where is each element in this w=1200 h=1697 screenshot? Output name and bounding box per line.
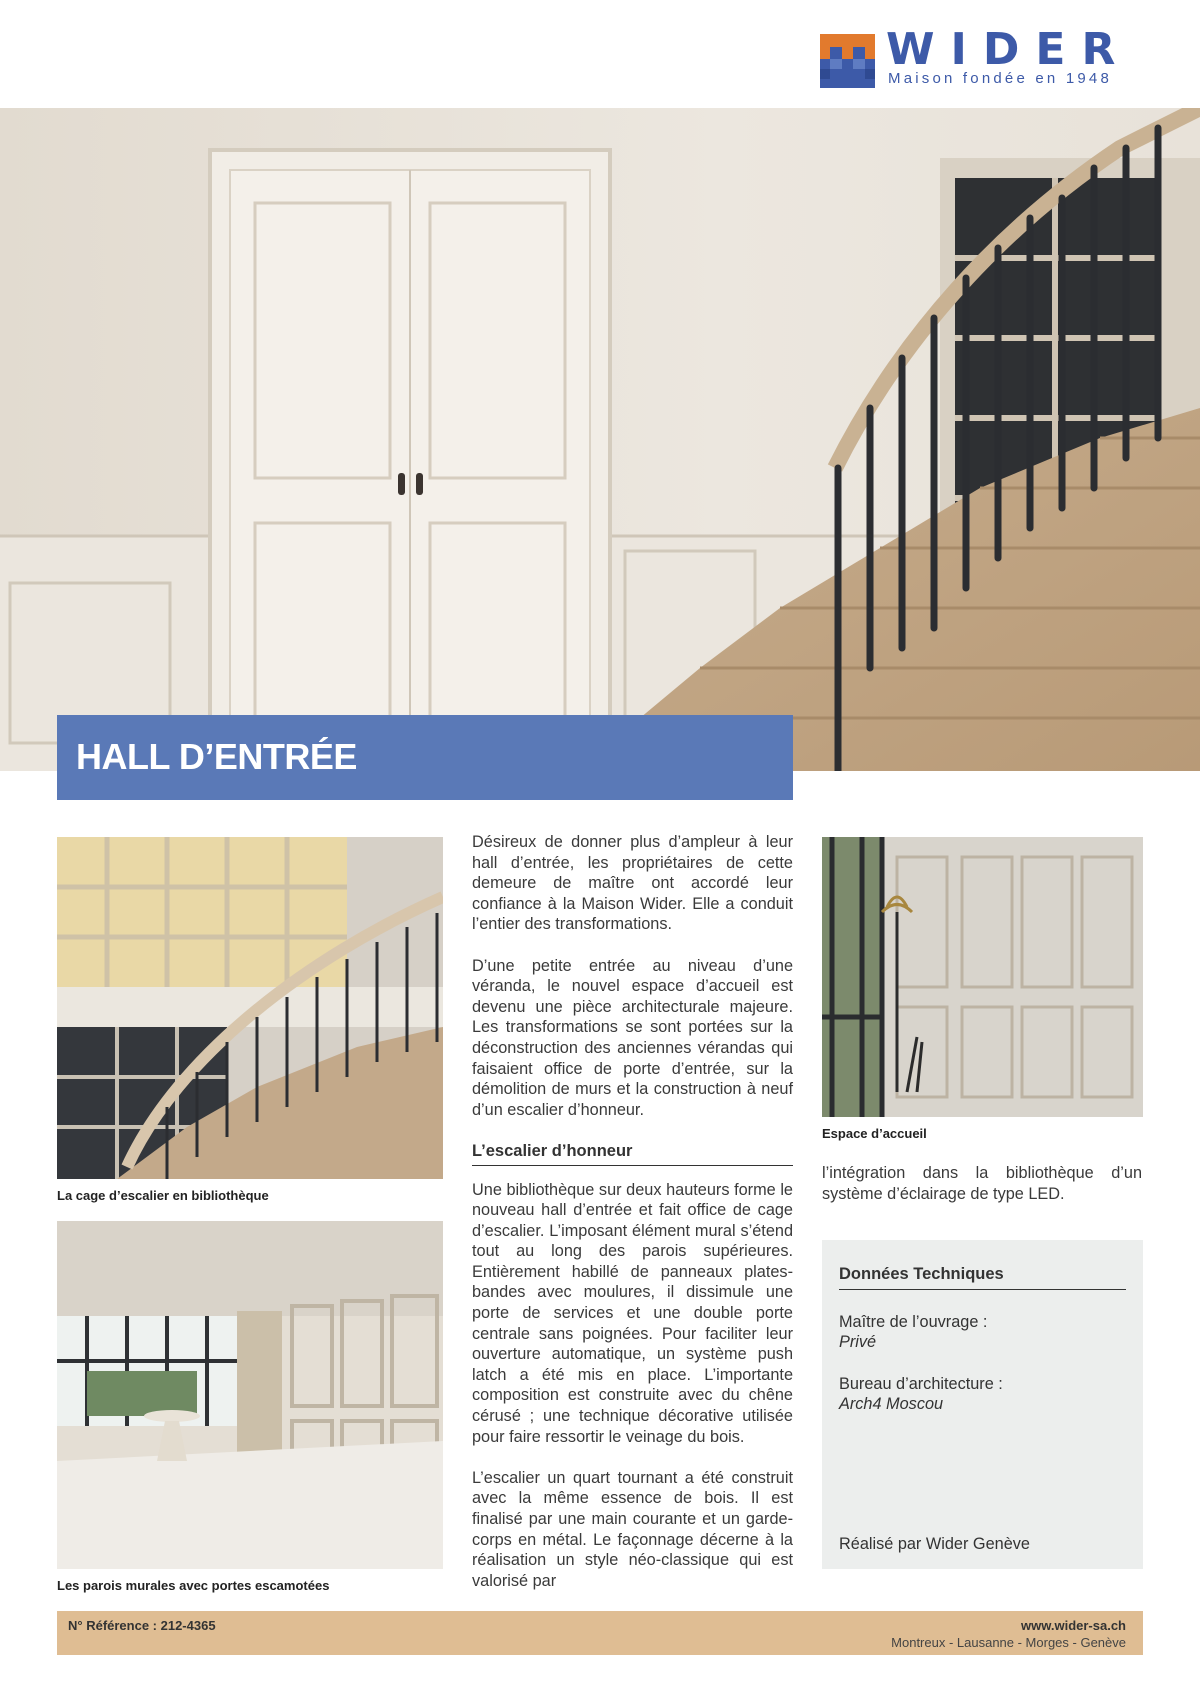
paragraph-transformations: D’une petite entrée au niveau d’une véranda, le nouvel espace d’accueil est devenu une pièce architecturale majeure. Les transformations se sont portées sur la déconstruction des anciennes vérandas qui faisaient office de porte d’entrée, sur la démolition de murs et la construction à neuf d’un escalier d’honneur. (472, 956, 793, 1119)
website-link[interactable]: www.wider-sa.ch (1021, 1618, 1126, 1633)
footer-bar (57, 1611, 1143, 1655)
technical-data-title: Données Techniques (839, 1264, 1126, 1290)
owner-value: Privé (839, 1333, 877, 1352)
photo-wall-panels (57, 1221, 443, 1569)
office-cities: Montreux - Lausanne - Morges - Genève (891, 1635, 1126, 1650)
owner-label: Maître de l’ouvrage : (839, 1312, 988, 1331)
architect-value: Arch4 Moscou (839, 1395, 944, 1414)
photo-reception-area (822, 837, 1143, 1117)
caption-reception-area: Espace d’accueil (822, 1126, 927, 1141)
reference-number: N° Référence : 212-4365 (68, 1618, 216, 1633)
paragraph-staircase: L’escalier un quart tournant a été construit avec la même essence de bois. Il est finalisé par une main courante et un garde-corps en métal. Le façonnage décerne à la réalisation un style néo-classique qui est valorisé par (472, 1468, 793, 1590)
paragraph-intro: Désireux de donner plus d’ampleur à leur hall d’entrée, les propriétaires de cette demeure de maître ont accordé leur confiance à la Maison Wider. Elle a conduit l’entier des transformations. (472, 833, 793, 934)
architect-label: Bureau d’architecture : (839, 1374, 1003, 1393)
hero-photo (0, 108, 1200, 771)
technical-data-box (822, 1240, 1143, 1569)
caption-wall-panels: Les parois murales avec portes escamotées (57, 1578, 330, 1593)
subheading-staircase: L’escalier d’honneur (472, 1141, 793, 1166)
realized-by: Réalisé par Wider Genève (839, 1535, 1030, 1553)
wider-logo[interactable] (820, 24, 1145, 90)
paragraph-led-continued: l’intégration dans la bibliothèque d’un système d’éclairage de type LED. (822, 1164, 1142, 1203)
page-title: HALL D’ENTRÉE (76, 736, 357, 777)
brand-tagline: Maison fondée en 1948 (888, 70, 1112, 87)
photo-staircase-library (57, 837, 443, 1179)
caption-staircase-library: La cage d’escalier en bibliothèque (57, 1188, 269, 1203)
article-body (472, 832, 793, 1591)
title-band (57, 715, 793, 800)
paragraph-library: Une bibliothèque sur deux hauteurs forme le nouveau hall d’entrée et fait office de cage d’escalier. L’imposant élément mural s’étend tout au long des parois supérieures. Entièrement habillé de panneaux plates-bandes avec moulures, il dissimule une porte de services et une double porte centrale sans poignées. Pour faciliter leur ouverture automatique, un système push latch a été mis en place. L’importante composition est construite avec du chêne cérusé ; une technique décorative utilisée pour faire ressortir le veinage du bois. (472, 1180, 793, 1446)
logo-mark-icon (820, 34, 875, 88)
brand-name: WIDER (886, 24, 1132, 75)
